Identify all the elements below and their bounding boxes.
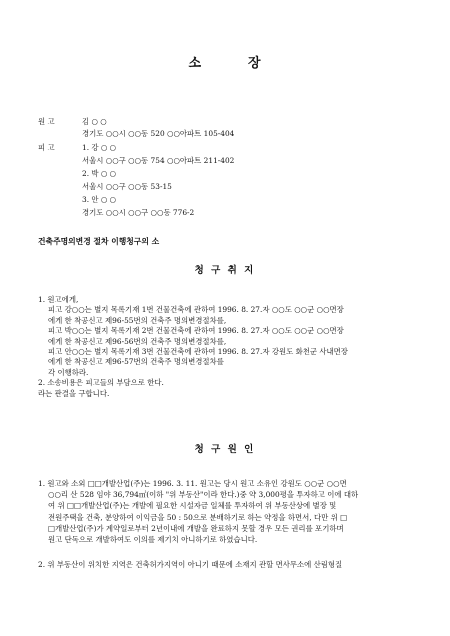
defendant-name-2: 2. 박 ○ ○ [82,169,117,178]
title-char-2: 장 [248,56,262,71]
plaintiff-name: 김 ○ ○ [82,117,107,126]
defendant-address-1: 서울시 ○○구 ○○동 754 ○○아파트 211-402 [82,156,235,165]
claim-purpose-line: 2. 소송비용은 피고들의 부담으로 한다. [38,378,164,388]
claim-cause-line: ○○리 산 528 임야 36,794㎡(이하 "위 부동산"이라 한다.)중 약 3,000평을 투자하고 이에 대하 [48,490,359,500]
defendant-name-3: 3. 안 ○ ○ [82,195,117,204]
claim-purpose-line: 에게 한 착공신고 제96-55번의 건축주 명의변경절차를, [48,315,227,325]
claim-cause-line: 여 위 □□개발산업(주)는 개발에 필요한 시설자금 일체를 투자하여 위 부동산상에 별장 및 [48,501,337,511]
claim-purpose-body [38,295,348,399]
case-name: 건축주명의변경 절차 이행청구의 소 [38,237,160,246]
claim-cause-line: □개발산업(주)가 계약일로부터 2년이내에 개발을 완료하지 못할 경우 모든 권리를 포기하며 [48,523,344,533]
defendant-address-3: 경기도 ○○시 ○○구 ○○동 776-2 [82,208,195,217]
title-char-1: 소 [188,56,202,71]
claim-purpose-line: 피고 강○○는 별지 목록기재 1번 건물건축에 관하여 1996. 8. 27.자 ○○도 ○○군 ○○면장 [48,305,344,315]
claim-cause-body [38,478,358,570]
plaintiff-line [38,117,107,127]
claim-purpose-line: 피고 안○○는 별지 목록기재 3번 건물건축에 관하여 1996. 8. 27.자 강원도 화천군 사내면장 [48,347,348,357]
claim-cause-line: 2. 위 부동산이 위치한 지역은 건축허가지역이 아니기 때문에 소재지 관할 면사무소에 산림형질 [38,560,343,570]
claim-cause-line: 원고 단독으로 개발하여도 이의를 제기치 아니하기로 하였습니다. [48,535,258,545]
defendant-line-1 [38,143,116,153]
claim-cause-line: 1. 원고와 소외 □□개발산업(주)는 1996. 3. 11. 원고는 당시 원고 소유인 강원도 ○○군 ○○면 [38,479,347,488]
claim-purpose-heading: 청 구 취 지 [194,265,256,276]
claim-purpose-line: 피고 박○○는 별지 목록기재 2번 건물건축에 관하여 1996. 8. 27.자 ○○도 ○○군 ○○면장 [48,326,344,336]
claim-purpose-line: 각 이행하라. [48,367,89,377]
claim-cause-line [38,545,358,559]
document-title [0,52,450,71]
defendant-name-1: 1. 강 ○ ○ [82,143,117,152]
claim-purpose-line: 에게 한 착공신고 제96-57번의 건축주 명의변경절차를 [48,357,224,367]
plaintiff-address: 경기도 ○○시 ○○동 520 ○○아파트 105-404 [82,129,235,138]
claim-purpose-line: 라는 판결을 구합니다. [38,388,110,398]
claim-cause-heading: 청 구 원 인 [194,444,256,455]
plaintiff-label: 원 고 [38,117,55,126]
claim-purpose-line: 1. 원고에게, [38,295,79,304]
claim-purpose-line: 에게 한 착공신고 제96-56번의 건축주 명의변경절차를, [48,336,227,346]
defendant-address-2: 서울시 ○○구 ○○동 53-15 [82,182,172,191]
defendant-label: 피 고 [38,143,55,152]
claim-cause-line: 전원주택을 건축, 분양하여 이익금을 50 : 50으로 분배하기로 하는 약정을 하면서, 다만 위 □ [48,512,348,522]
